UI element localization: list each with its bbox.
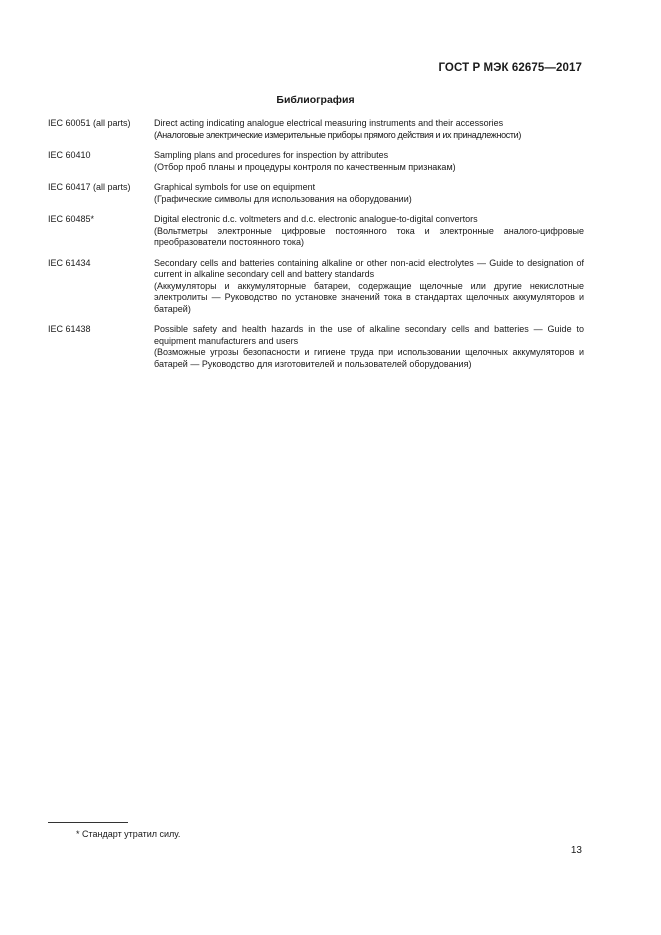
- footnote: * Стандарт утратил силу.: [76, 829, 181, 839]
- bibliography-entry: [48, 214, 584, 249]
- bibliography-list: [48, 118, 584, 379]
- entry-russian-title: (Возможные угрозы безопасности и гигиене труда при использовании щелочных аккумуляторов и батарей — Руководство для изготовителей и пользователей оборудования): [154, 347, 584, 369]
- bibliography-entry: [48, 118, 584, 141]
- footnote-divider: [48, 822, 128, 823]
- entry-code: IEC 60051 (all parts): [48, 118, 131, 128]
- entry-code: IEC 61438: [48, 324, 91, 334]
- entry-english-title: Secondary cells and batteries containing alkaline or other non-acid electrolytes — Guide to designation of current in alkaline secondary cell and battery standards: [154, 257, 584, 279]
- entry-russian-title: (Отбор проб планы и процедуры контроля по качественным признакам): [154, 161, 456, 172]
- section-title: Библиография: [276, 94, 355, 106]
- entry-code: IEC 60485*: [48, 214, 95, 224]
- entry-code: IEC 61434: [48, 257, 91, 268]
- entry-english-title: Sampling plans and procedures for inspection by attributes: [154, 150, 389, 160]
- entry-russian-title: (Вольтметры электронные цифровые постоянного тока и электронные аналого-цифровые преобразователи постоянного тока): [154, 225, 584, 247]
- entry-code: IEC 60410: [48, 150, 91, 160]
- entry-english-title: Digital electronic d.c. voltmeters and d.c. electronic analogue-to-digital convertors: [154, 214, 478, 224]
- bibliography-entry: [48, 324, 584, 370]
- entry-english-title: Graphical symbols for use on equipment: [154, 182, 316, 192]
- bibliography-entry: [48, 182, 584, 205]
- standard-code: ГОСТ Р МЭК 62675—2017: [438, 62, 582, 74]
- page-number: 13: [570, 845, 582, 856]
- bibliography-entry: [48, 258, 584, 316]
- entry-code: IEC 60417 (all parts): [48, 182, 131, 192]
- entry-russian-title: (Графические символы для использования на оборудовании): [154, 193, 412, 204]
- entry-russian-title: (Аналоговые электрические измерительные приборы прямого действия и их принадлежности): [154, 129, 521, 140]
- bibliography-entry: [48, 150, 584, 173]
- entry-english-title: Possible safety and health hazards in the use of alkaline secondary cells and batteries — Guide to equipment manufacturers and users: [154, 324, 584, 346]
- entry-russian-title: (Аккумуляторы и аккумуляторные батареи, содержащие щелочные или другие некислотные электролиты — Руководство по установке значений тока в стандартах щелочных аккумуляторов и батарей): [154, 280, 584, 314]
- entry-english-title: Direct acting indicating analogue electrical measuring instruments and their accessories: [154, 118, 504, 128]
